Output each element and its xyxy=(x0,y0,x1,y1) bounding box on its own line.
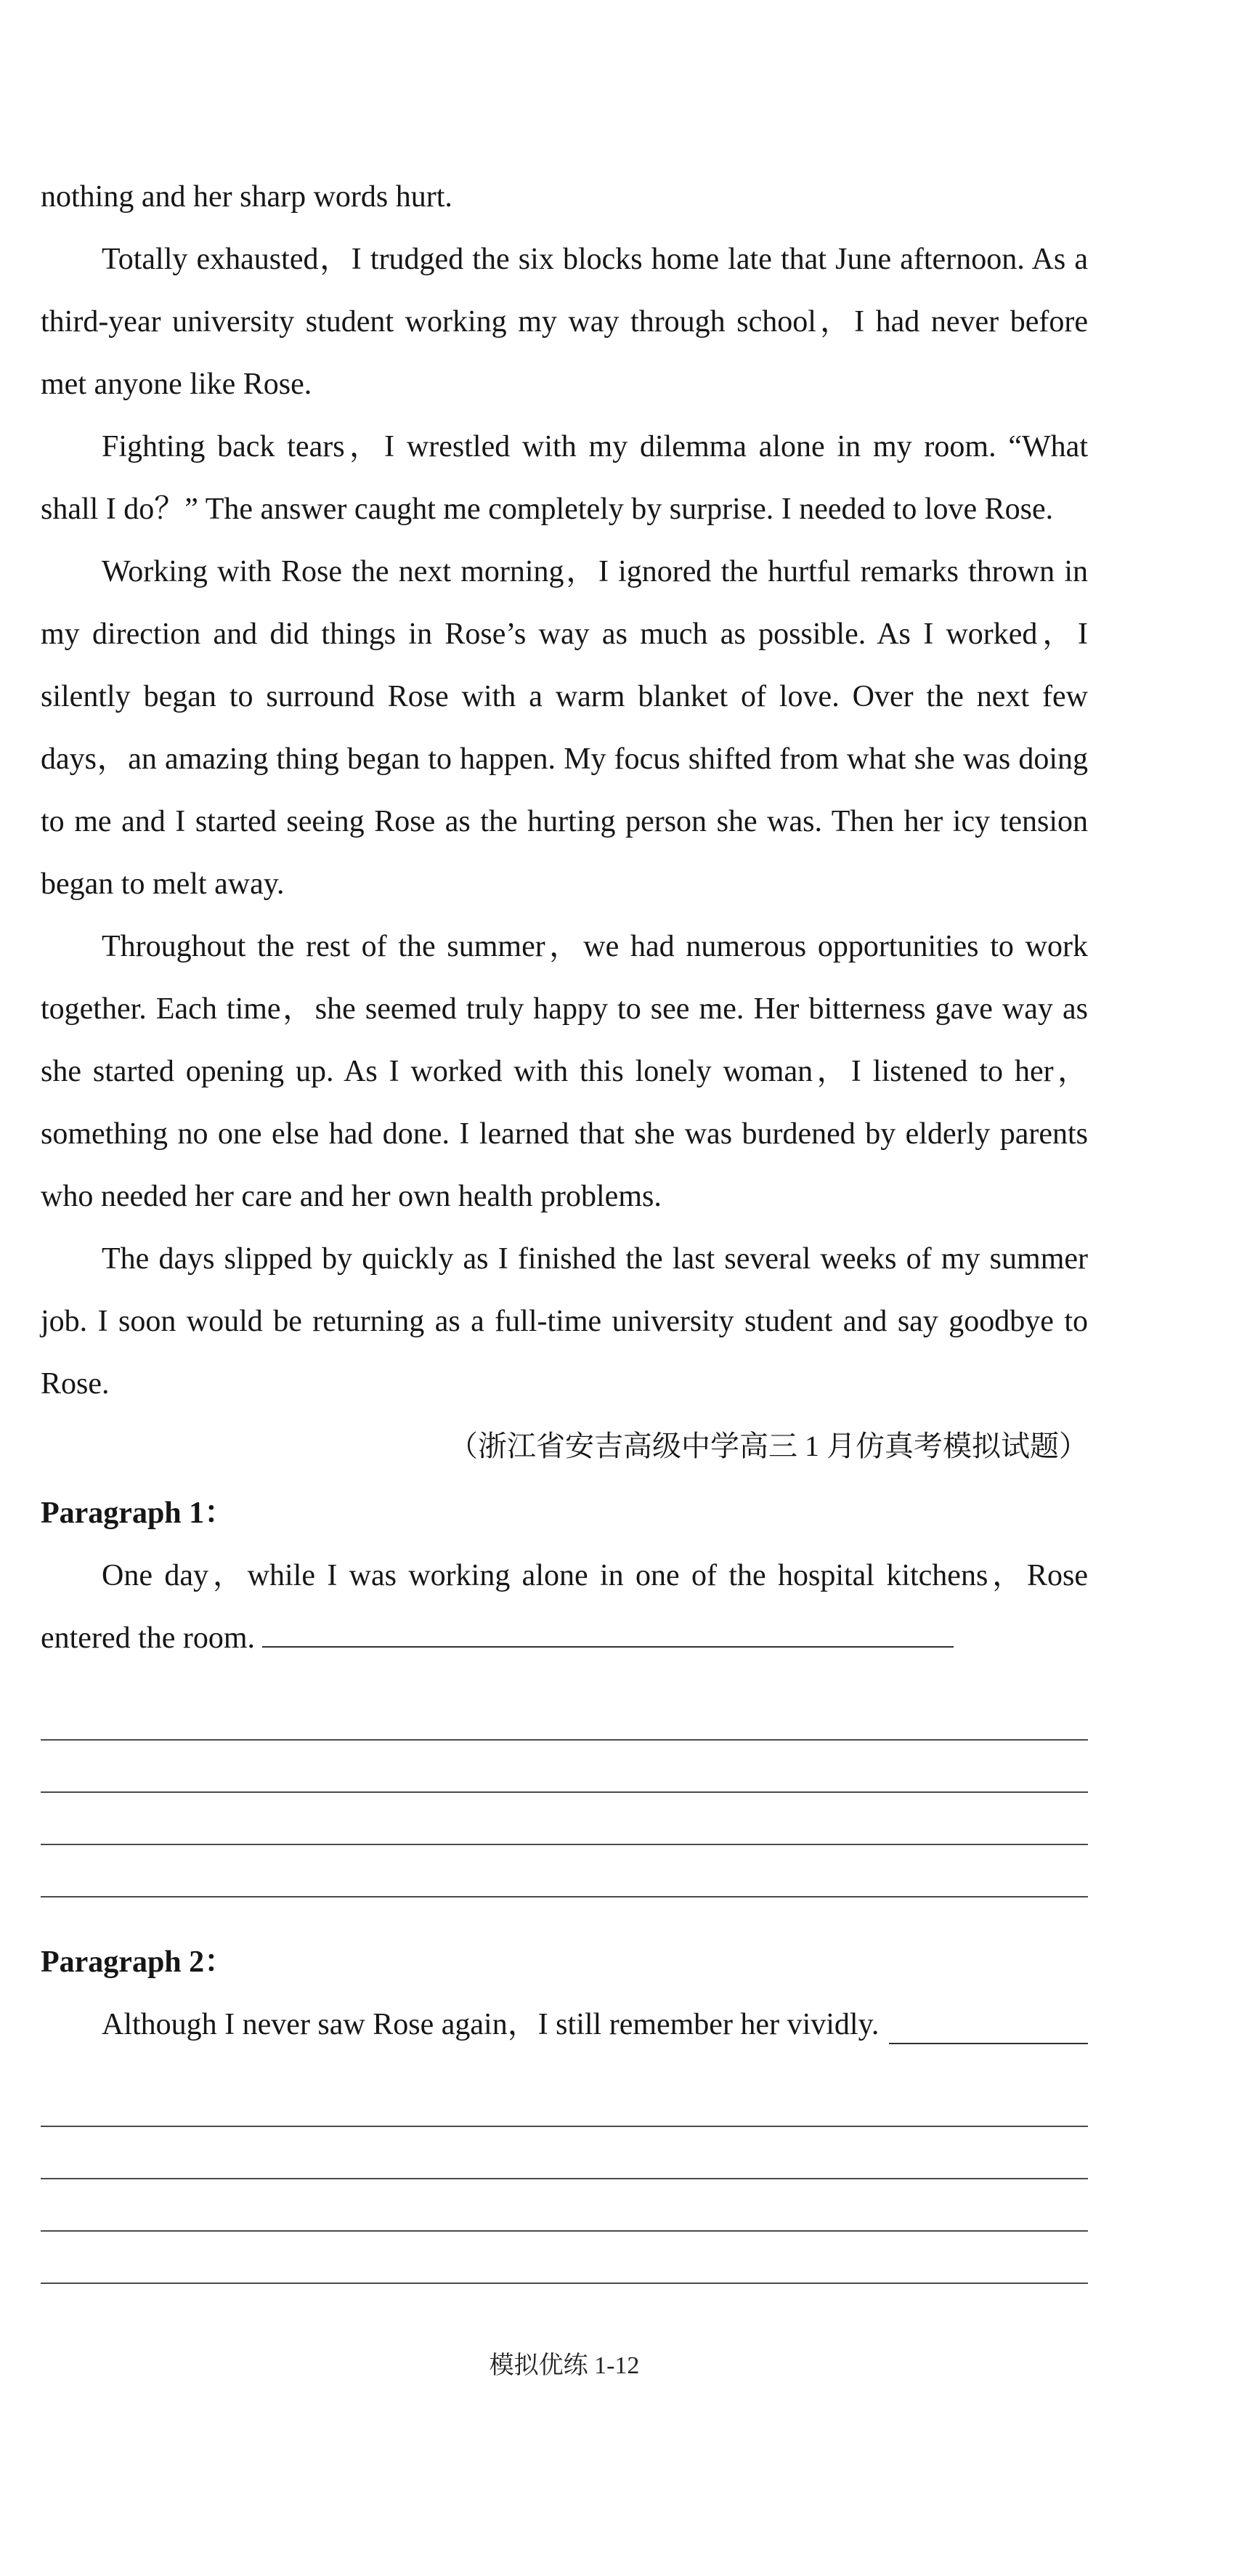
page-footer-label: 模拟优练 1-12 xyxy=(489,2352,640,2379)
answer-blank-line xyxy=(41,1845,1088,1897)
paragraph2-prompt-text: Although I never saw Rose again，I still remember her vividly. xyxy=(102,2008,880,2041)
story-paragraph: The days slipped by quickly as I finished the last several weeks of my summer job. I soon would be returning as a full-time university student and say goodbye to Rose. xyxy=(41,1242,1088,1401)
story-continuation-line: nothing and her sharp words hurt. xyxy=(41,180,452,214)
paragraph1-heading: Paragraph 1： xyxy=(41,1496,235,1530)
answer-blank-line xyxy=(41,2179,1088,2232)
answer-blank-line xyxy=(41,2232,1088,2284)
paragraph2-heading: Paragraph 2： xyxy=(41,1945,235,1979)
paragraph1-answer-lines xyxy=(41,1688,1088,1897)
story-paragraph: Working with Rose the next morning，I ignored the hurtful remarks thrown in my direction and did things in Rose’s way as much as possible. As I worked，I silently began to surround Rose with a warm blanket of love. Over the next few days，an amazing thing began to happen. My focus shifted from what she was doing to me and I started seeing Rose as the hurting person she was. Then her icy tension began to melt away. xyxy=(41,555,1088,901)
story-paragraph: Fighting back tears，I wrestled with my dilemma alone in my room. “What shall I do？” The answer caught me completely by surprise. I needed to love Rose. xyxy=(41,430,1088,526)
story-paragraph: Totally exhausted，I trudged the six blocks home late that June afternoon. As a third-year university student working my way through school，I had never before met anyone like Rose. xyxy=(41,243,1088,401)
story-paragraph: Throughout the rest of the summer，we had numerous opportunities to work together. Each time，she seemed truly happy to see me. Her bitterness gave way as she started opening up. As I worked with this lonely woman，I listened to her，something no one else had done. I learned that she was burdened by elderly parents who needed her care and her own health problems. xyxy=(41,930,1088,1213)
answer-blank-line xyxy=(41,1741,1088,1793)
paragraph1-inline-blank-line xyxy=(262,1621,954,1648)
answer-blank-line xyxy=(41,2127,1088,2179)
paragraph2-inline-blank-line xyxy=(889,1993,1088,2044)
answer-blank-line xyxy=(41,2075,1088,2127)
paragraph2-answer-lines xyxy=(41,2075,1088,2284)
answer-blank-line xyxy=(41,1793,1088,1845)
paragraph2-prompt xyxy=(41,1993,1088,2056)
paragraph1-prompt-text: One day，while I was working alone in one of the hospital kitchens，Rose entered the room. xyxy=(41,1559,1088,1655)
paragraph1-prompt xyxy=(41,1544,1088,1669)
answer-blank-line xyxy=(41,1688,1088,1741)
source-citation: （浙江省安吉高级中学高三 1 月仿真考模拟试题） xyxy=(449,1430,1088,1462)
